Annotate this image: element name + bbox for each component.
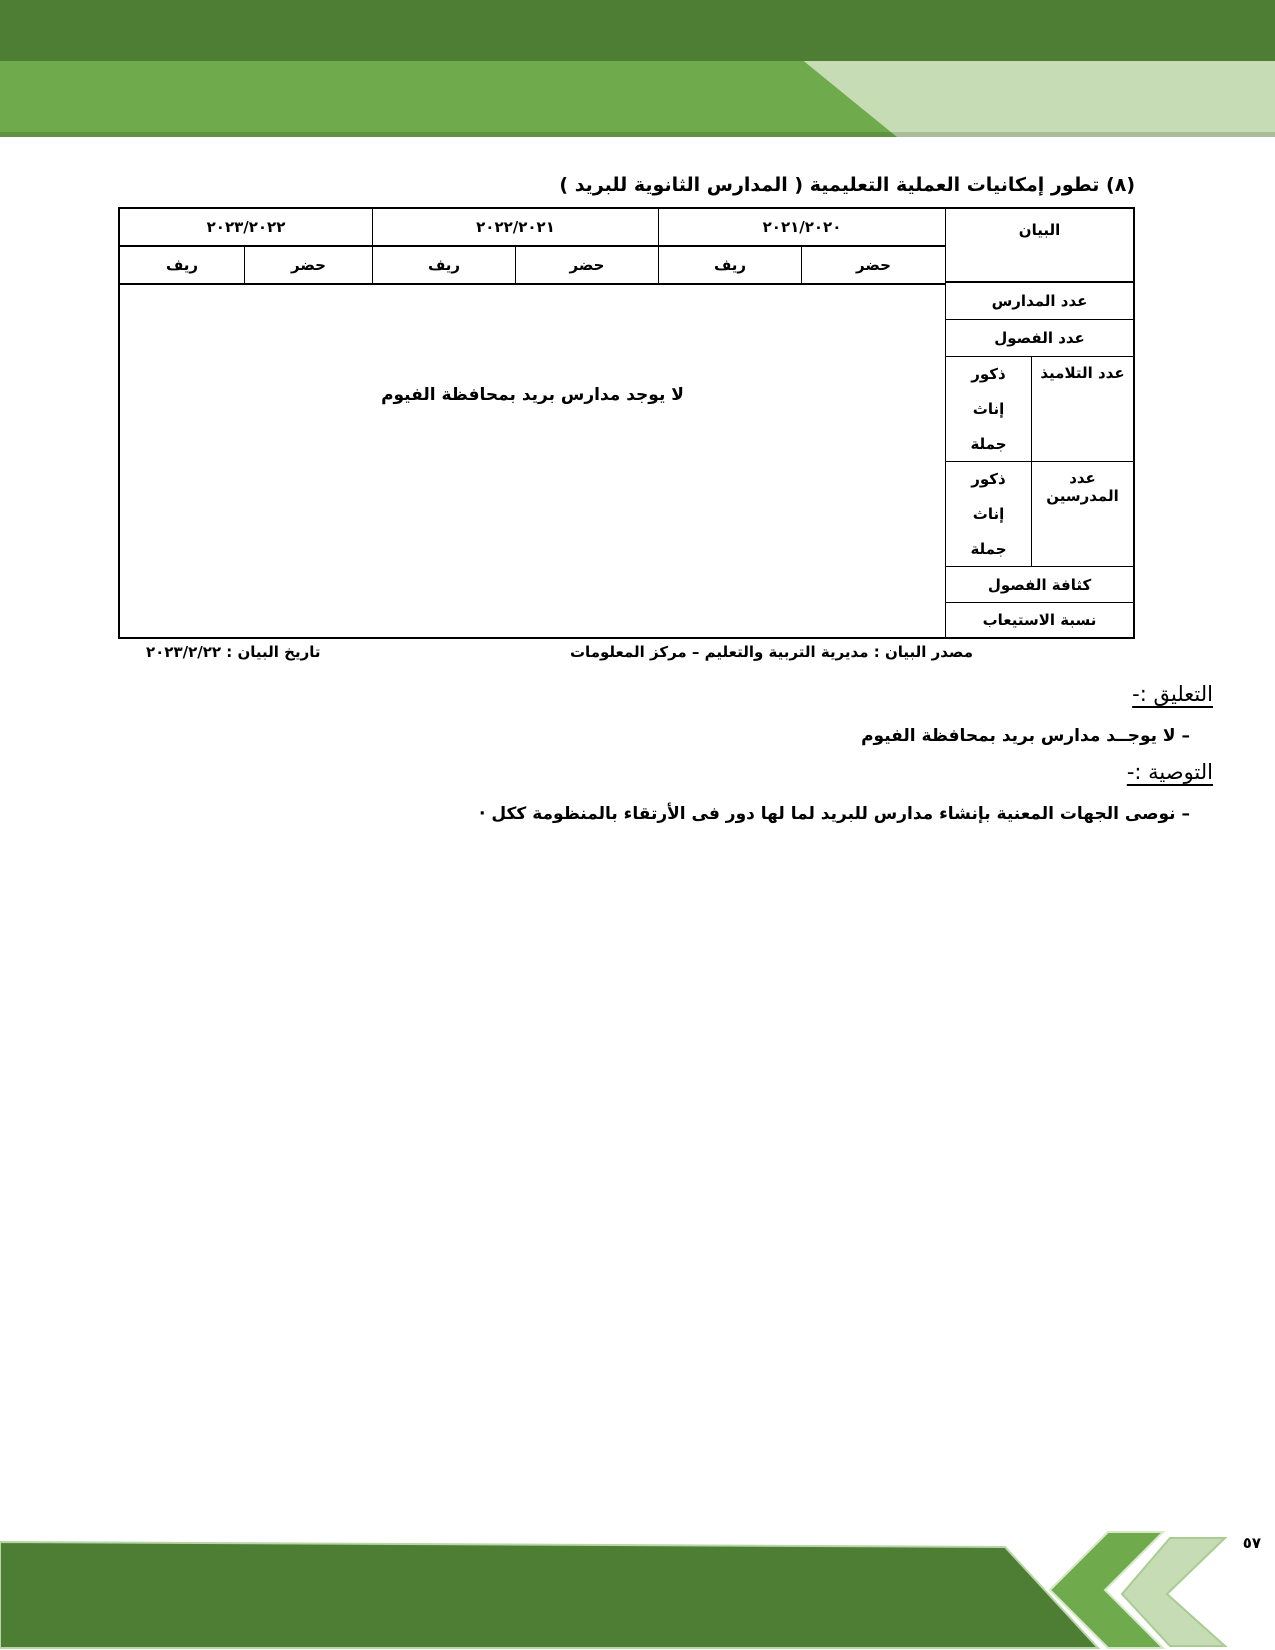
students-label: عدد التلاميذ — [1031, 357, 1133, 461]
stats-table — [118, 207, 1135, 639]
gender-total: جملة — [970, 539, 1007, 558]
rural-cell-1: ريف — [658, 247, 801, 283]
banner-dark-band — [0, 0, 1275, 61]
recommendation-body: – نوصى الجهات المعنية بإنشاء مدارس للبريد لما لها دور فى الأرتقاء بالمنظومة ككل · — [478, 804, 1190, 824]
row-absorption: نسبة الاستيعاب — [982, 611, 1097, 629]
source-line: مصدر البيان : مديرية التربية والتعليم – مركز المعلومات — [569, 643, 973, 661]
banner-medium-wedge — [0, 58, 897, 137]
urban-cell-2: حضر — [515, 247, 658, 283]
teachers-label: عدد المدرسين — [1031, 462, 1133, 566]
bayan-header-cell: البيان — [946, 209, 1133, 283]
date-line: تاريخ البيان : ٢٠٢٣/٢/٢٢ — [146, 643, 321, 661]
row-classes: عدد الفصول — [946, 320, 1133, 357]
row-students — [946, 357, 1133, 462]
table-empty-note: لا يوجد مدارس بريد بمحافظة الفيوم — [381, 385, 684, 405]
year-cell-2021-2022: ٢٠٢٢/٢٠٢١ — [372, 209, 658, 245]
urban-cell-3: حضر — [244, 247, 372, 283]
footer-dark-trapezoid — [0, 1542, 1098, 1648]
gender-males: ذكور — [971, 470, 1006, 489]
row-schools: عدد المدارس — [946, 283, 1133, 320]
bayan-column — [945, 209, 1133, 637]
area-header-row — [120, 247, 945, 285]
gender-females: إناث — [972, 400, 1005, 418]
students-gender-list — [946, 357, 1031, 461]
recommendation-heading: التوصية :- — [1126, 760, 1213, 784]
gender-females: إناث — [972, 505, 1005, 523]
urban-cell-1: حضر — [801, 247, 945, 283]
teachers-gender-list — [946, 462, 1031, 566]
gender-males: ذكور — [971, 365, 1006, 384]
year-cell-2022-2023: ٢٠٢٣/٢٠٢٢ — [206, 218, 286, 236]
bottom-banner-graphic — [0, 1530, 1275, 1650]
banner-bottom-edge — [0, 132, 1275, 137]
page-title: (٨) تطور إمكانيات العملية التعليمية ( المدارس الثانوية للبريد ) — [559, 174, 1135, 196]
row-teachers — [946, 462, 1133, 567]
page-number: ٥٧ — [1242, 1534, 1261, 1552]
comment-heading: التعليق :- — [1132, 682, 1213, 706]
data-columns — [120, 209, 945, 637]
comment-body: – لا يوجــد مدارس بريد بمحافظة الفيوم — [861, 726, 1190, 746]
gender-total: جملة — [970, 434, 1007, 453]
top-banner-graphic — [0, 0, 1275, 137]
years-header-row — [120, 209, 945, 247]
row-density: كثافة الفصول — [946, 567, 1133, 603]
rural-cell-3: ريف — [165, 256, 199, 274]
year-cell-2020-2021: ٢٠٢١/٢٠٢٠ — [658, 209, 945, 245]
rural-cell-2: ريف — [372, 247, 515, 283]
